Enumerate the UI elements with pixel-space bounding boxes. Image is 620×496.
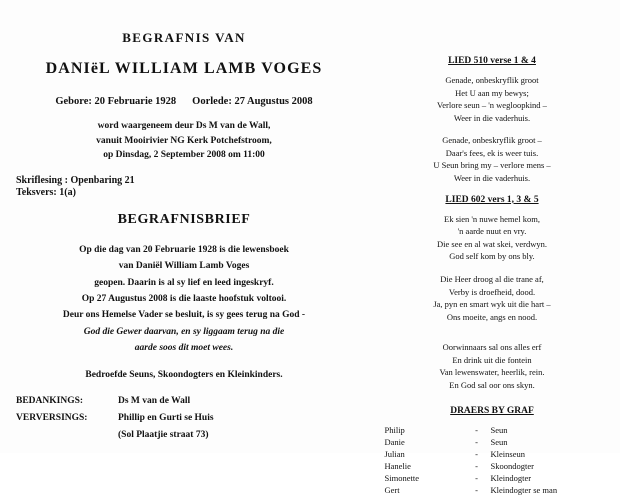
verse-line: Verby is droefheid, dood. [448, 286, 536, 297]
table-row [385, 424, 600, 436]
verse-line: Die see en al wat skei, verdwyn. [437, 238, 547, 249]
table-row [385, 448, 600, 460]
text-label: Teksvers: [16, 187, 57, 199]
verse-line: Van lewenswater, heerlik, rein. [439, 367, 545, 378]
hymn-stanza [372, 134, 612, 184]
verse-line: Het U aan my bewys; [455, 87, 529, 98]
stanza-spacer [372, 333, 612, 341]
verse-line: God self kom by ons bly. [449, 251, 535, 262]
pallbearer-relation: Skoondogter [490, 460, 534, 471]
verse-line: Daar's fees, ek is weer tuis. [445, 147, 539, 158]
deceased-name: DANIëL WILLIAM LAMB VOGES [45, 60, 323, 77]
pallbearer-name: Gert [384, 484, 400, 495]
pallbearer-relation: Seun [490, 424, 508, 435]
pallbearer-relation: Kleindogter se man [490, 484, 558, 495]
pallbearer-name: Philip [384, 424, 405, 435]
birth-label: Gebore: [55, 96, 92, 107]
table-row [385, 472, 600, 484]
verse-line: Genade, onbeskryflik groot [445, 75, 539, 85]
scripture-text [16, 187, 360, 198]
birth-date: 20 Februarie 1928 [94, 96, 177, 107]
mourners-line: Bedroefde Seuns, Skoondogters en Kleinkinders. [85, 370, 283, 381]
table-row [385, 484, 600, 496]
letter-line: van Daniël William Lamb Voges [118, 261, 250, 272]
death-label: Oorlede: [192, 96, 232, 107]
verse-line: Verlore seun – 'n wegloopkind – [437, 100, 547, 111]
dates-row [8, 96, 360, 107]
hymn-stanza [372, 341, 612, 391]
letter-line: geopen. Daarin is al sy lief en leed ingeskryf. [94, 277, 274, 288]
refreshments-row [16, 413, 360, 423]
page-title: BEGRAFNIS VAN [122, 30, 246, 45]
pallbearer-name: Julian [384, 448, 405, 459]
letter-title: BEGRAFNISBRIEF [117, 212, 251, 228]
verse-line: Ja, pyn en smart wyk uit die hart – [433, 299, 551, 310]
service-line: word waargeneem deur Ds M van de Wall, [97, 121, 271, 131]
scripture-value: Openbaring 21 [70, 175, 135, 187]
hymn-stanza [372, 273, 612, 323]
verse-line: En drink uit die fontein [452, 354, 532, 365]
thanks-label: BEDANKINGS: [16, 396, 84, 407]
verse-line: Die Heer droog al die trane af, [440, 273, 544, 284]
table-row [385, 460, 600, 472]
pallbearer-dash: - [475, 448, 478, 459]
pallbearer-name: Simonette [384, 472, 419, 483]
verse-line: Weer in die vaderhuis. [453, 112, 531, 123]
refreshments-label: VERVERSINGS: [16, 413, 88, 424]
pallbearer-relation: Kleindogter [490, 472, 532, 483]
letter-line: aarde soos dit moet wees. [134, 343, 234, 354]
hymn-stanza [372, 74, 612, 124]
verse-line: Ons moeite, angs en nood. [446, 311, 538, 322]
hymn-heading-510: LIED 510 verse 1 & 4 [448, 56, 536, 66]
verse-line: En God sal oor ons skyn. [449, 379, 535, 390]
pallbearer-dash: - [475, 424, 478, 435]
verse-line: Oorwinnaars sal ons alles erf [442, 342, 542, 353]
pallbearers-table [385, 424, 600, 496]
thanks-value: Ds M van de Wall [118, 396, 191, 407]
pallbearer-name: Hanelie [384, 460, 411, 471]
letter-line: Op 27 Augustus 2008 is die laaste hoofstuk voltooi. [81, 294, 287, 305]
pallbearer-dash: - [475, 460, 478, 471]
hymn-heading-602: LIED 602 vers 1, 3 & 5 [445, 194, 539, 205]
pallbearer-relation: Seun [490, 436, 508, 447]
verse-line: Weer in die vaderhuis. [453, 173, 531, 184]
verse-line: U Seun bring my – verlore mens – [433, 160, 551, 171]
verse-line: Ek sien 'n nuwe hemel kom, [444, 213, 540, 224]
left-column [8, 30, 360, 440]
letter-line: God die Gewer daarvan, en sy liggaam terug na die [83, 326, 285, 337]
pallbearer-dash: - [475, 436, 478, 447]
birth-group [55, 96, 176, 107]
pallbearer-dash: - [475, 484, 478, 495]
table-row [385, 436, 600, 448]
letter-line: Deur ons Hemelse Vader se besluit, is sy gees terug na God - [62, 310, 306, 321]
thanks-row [16, 396, 360, 406]
refreshments-value: Phillip en Gurti se Huis [118, 413, 214, 424]
text-value: 1(a) [59, 187, 76, 199]
verse-line: 'n aarde nuut en vry. [457, 226, 527, 237]
death-group [192, 96, 312, 107]
pallbearer-dash: - [475, 472, 478, 483]
scripture-reading [16, 175, 360, 186]
pallbearers-heading: DRAERS BY GRAF [450, 405, 534, 416]
verse-line: Genade, onbeskryflik groot – [442, 135, 542, 146]
death-date: 27 Augustus 2008 [234, 96, 313, 107]
letter-body [8, 242, 360, 356]
pallbearer-relation: Kleinseun [490, 448, 525, 459]
letter-line: Op die dag van 20 Februarie 1928 is die lewensboek [79, 245, 289, 256]
hymn-stanza [372, 213, 612, 263]
refreshments-address: (Sol Plaatjie straat 73) [118, 430, 209, 441]
right-column [372, 56, 612, 496]
service-line: vanuit Mooirivier NG Kerk Potchefstroom, [96, 135, 272, 146]
service-details [8, 119, 360, 163]
service-line: op Dinsdag, 2 September 2008 om 11:00 [103, 150, 265, 161]
pallbearer-name: Danie [384, 436, 405, 447]
scripture-label: Skriflesing : [16, 175, 68, 187]
